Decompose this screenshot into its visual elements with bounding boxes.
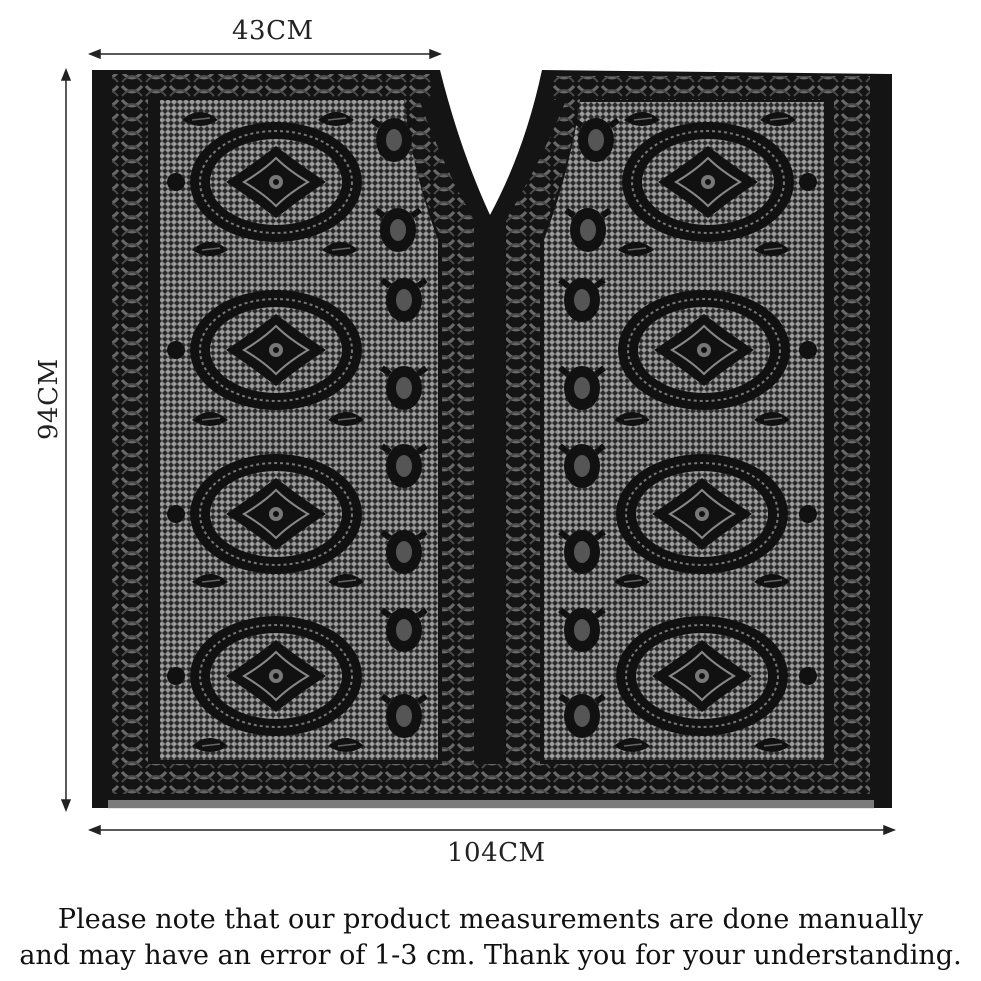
right-outer-braid (834, 80, 870, 792)
medallion-r1 (622, 122, 794, 242)
fringe-trim (108, 800, 874, 809)
top-left-braid (112, 74, 432, 98)
medallion-r2 (618, 290, 790, 410)
medallion-l4 (190, 616, 362, 736)
medallion-r4 (616, 616, 788, 736)
top-dimension-line (90, 50, 440, 58)
height-label: 94CM (34, 358, 64, 440)
medallion-l3 (190, 454, 362, 574)
top-width-label: 43CM (232, 16, 314, 46)
left-dimension-line (62, 70, 70, 810)
measurement-note-line2: and may have an error of 1-3 cm. Thank you for your understanding. (19, 940, 962, 971)
left-outer-braid (112, 80, 148, 792)
bottom-dimension-line (90, 826, 894, 834)
poncho-garment (92, 70, 892, 809)
medallion-l1 (190, 122, 362, 242)
medallion-r3 (616, 454, 788, 574)
bottom-braid (112, 764, 870, 794)
top-right-braid (552, 76, 870, 100)
medallion-l2 (190, 290, 362, 410)
measurement-note-line1: Please note that our product measurements are done manually (57, 904, 924, 935)
bottom-width-label: 104CM (447, 838, 546, 868)
